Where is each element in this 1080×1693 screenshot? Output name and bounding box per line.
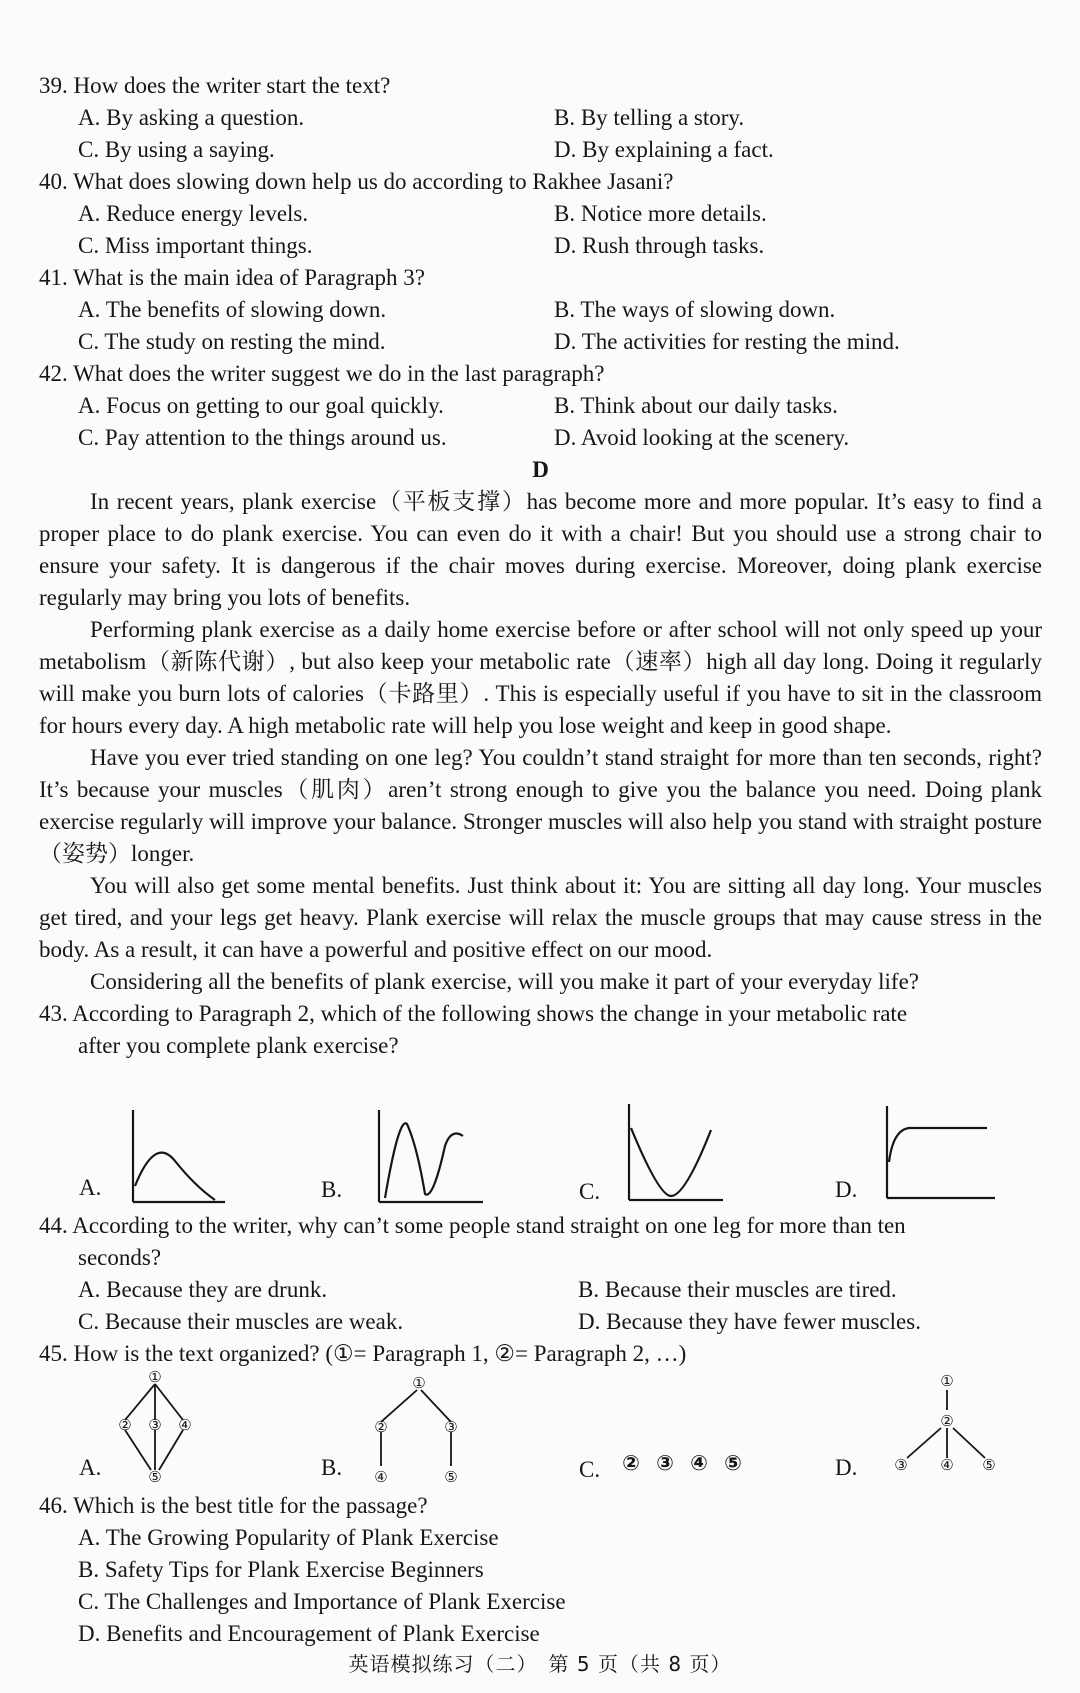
passage-paragraph-1: In recent years, plank exercise（平板支撑）has become more and more popular. It’s easy to find a proper place to do plank exercise. You can even do it with a chair! But you should use a strong chair to ensure your safety. It is dangerous if the chair moves during exercise. Moreover, doing plank exercise regularly may bring you lots of benefits.	[39, 489, 1042, 610]
q45-c-node-2: ②	[622, 1451, 640, 1475]
questions-44	[39, 1210, 1042, 1370]
q46-option-b[interactable]: B. Safety Tips for Plank Exercise Beginners	[78, 1557, 484, 1582]
question-46	[39, 1490, 1042, 1650]
q45-a-node-4: ④	[178, 1416, 192, 1434]
q43-graphs	[39, 1100, 1042, 1210]
q45-label-a[interactable]: A.	[79, 1455, 102, 1480]
q39-option-a[interactable]: A. By asking a question.	[78, 105, 305, 130]
q40-stem: 40. What does slowing down help us do according to Rakhee Jasani?	[39, 169, 674, 194]
q43-graph-b[interactable]	[371, 1106, 491, 1206]
q40-option-b[interactable]: B. Notice more details.	[554, 201, 767, 226]
q39-option-d[interactable]: D. By explaining a fact.	[554, 137, 774, 162]
q45-c-node-4: ④	[690, 1451, 708, 1475]
q46-stem: 46. Which is the best title for the passage?	[39, 1493, 428, 1518]
q45-label-b[interactable]: B.	[321, 1455, 343, 1480]
q45-d-node-2: ②	[940, 1412, 954, 1430]
passage-paragraph-4: You will also get some mental benefits. Just think about it: You are sitting all day long. Your muscles get tired, and your legs get heavy. Plank exercise will relax the muscle groups that may cause stress in the body. As a result, it can have a powerful and positive effect on our mood.	[39, 873, 1042, 962]
q45-b-node-3: ③	[444, 1418, 458, 1436]
q43-graph-d[interactable]	[879, 1100, 999, 1202]
q41-option-d[interactable]: D. The activities for resting the mind.	[554, 329, 900, 354]
q44-option-d[interactable]: D. Because they have fewer muscles.	[578, 1309, 921, 1334]
q45-d-node-3: ③	[894, 1456, 908, 1474]
q45-a-node-3: ③	[148, 1416, 162, 1434]
q45-b-node-2: ②	[374, 1418, 388, 1436]
q42-option-b[interactable]: B. Think about our daily tasks.	[554, 393, 838, 418]
q40-option-a[interactable]: A. Reduce energy levels.	[78, 201, 309, 226]
q44-option-c[interactable]: C. Because their muscles are weak.	[78, 1309, 404, 1334]
q45-d-node-4: ④	[940, 1456, 954, 1474]
q45-stem: 45. How is the text organized? (①= Paragraph 1, ②= Paragraph 2, …)	[39, 1341, 687, 1366]
q43-graph-a[interactable]	[125, 1106, 235, 1206]
q45-a-node-2: ②	[118, 1416, 132, 1434]
q39-stem: 39. How does the writer start the text?	[39, 73, 391, 98]
q45-diagram-b[interactable]	[357, 1370, 487, 1490]
q45-label-c[interactable]: C.	[579, 1457, 601, 1482]
page-footer: 英语模拟练习（二） 第 5 页（共 8 页）	[348, 1652, 732, 1676]
q46-options	[39, 1522, 1042, 1650]
q39-options	[39, 102, 1042, 166]
q43-graph-c[interactable]	[619, 1100, 729, 1204]
passage-paragraph-5: Considering all the benefits of plank exercise, will you make it part of your everyday life?	[90, 969, 920, 994]
q45-b-node-5: ⑤	[444, 1468, 458, 1486]
q46-option-c[interactable]: C. The Challenges and Importance of Plank Exercise	[78, 1589, 566, 1614]
q39-option-b[interactable]: B. By telling a story.	[554, 105, 745, 130]
q45-d-node-1: ①	[940, 1372, 954, 1390]
q44-stem-continued: seconds?	[78, 1245, 162, 1270]
q43-stem: 43. According to Paragraph 2, which of the following shows the change in your metabolic rate	[39, 1001, 908, 1026]
q40-option-c[interactable]: C. Miss important things.	[78, 233, 313, 258]
q45-diagrams	[39, 1370, 1042, 1490]
q40-options	[39, 198, 1042, 262]
q45-a-node-5: ⑤	[148, 1468, 162, 1486]
q43-label-a[interactable]: A.	[79, 1175, 102, 1200]
section-letter: D	[532, 457, 549, 482]
q43-graph-d-curve	[889, 1128, 987, 1162]
q45-b-node-4: ④	[374, 1468, 388, 1486]
q45-c-node-3: ③	[656, 1451, 674, 1475]
q44-options	[39, 1274, 1042, 1338]
q42-stem: 42. What does the writer suggest we do in the last paragraph?	[39, 361, 605, 386]
q45-d-node-5: ⑤	[982, 1456, 996, 1474]
q43-stem-continued: after you complete plank exercise?	[78, 1033, 399, 1058]
q43-graph-a-curve	[135, 1153, 215, 1200]
q45-diagram-c[interactable]	[615, 1440, 765, 1480]
q44-option-b[interactable]: B. Because their muscles are tired.	[578, 1277, 897, 1302]
passage-paragraph-3: Have you ever tried standing on one leg? You couldn’t stand straight for more than ten seconds, right? It’s because your muscles（肌肉）aren’t strong enough to give you the balance you need. Doing plank exercise regularly will improve your balance. Stronger muscles will also help you stand with straight posture（姿势）longer.	[39, 745, 1042, 866]
q43-label-d[interactable]: D.	[835, 1177, 858, 1202]
q46-option-a[interactable]: A. The Growing Popularity of Plank Exercise	[78, 1525, 499, 1550]
q43-label-c[interactable]: C.	[579, 1179, 601, 1204]
q46-option-d[interactable]: D. Benefits and Encouragement of Plank Exercise	[78, 1621, 540, 1646]
q45-b-node-1: ①	[412, 1374, 426, 1392]
q41-option-c[interactable]: C. The study on resting the mind.	[78, 329, 386, 354]
section-d	[39, 454, 1042, 1062]
q45-diagram-d[interactable]	[875, 1370, 1025, 1490]
q41-stem: 41. What is the main idea of Paragraph 3?	[39, 265, 425, 290]
q40-option-d[interactable]: D. Rush through tasks.	[554, 233, 765, 258]
q42-option-d[interactable]: D. Avoid looking at the scenery.	[554, 425, 850, 450]
q39-option-c[interactable]: C. By using a saying.	[78, 137, 275, 162]
q42-options	[39, 390, 1042, 454]
q41-option-a[interactable]: A. The benefits of slowing down.	[78, 297, 387, 322]
q45-a-node-1: ①	[148, 1370, 162, 1386]
passage-paragraph-2: Performing plank exercise as a daily home exercise before or after school will not only speed up your metabolism（新陈代谢）, but also keep your metabolic rate（速率）high all day long. Doing it regularly will make you burn lots of calories（卡路里）. This is especially useful if you have to sit in the classroom for hours every day. A high metabolic rate will help you lose weight and keep in good shape.	[39, 617, 1042, 738]
q41-options	[39, 294, 1042, 358]
q44-stem: 44. According to the writer, why can’t some people stand straight on one leg for more than ten	[39, 1213, 906, 1238]
q45-diagram-a[interactable]	[109, 1370, 239, 1490]
q41-option-b[interactable]: B. The ways of slowing down.	[554, 297, 836, 322]
q43-graph-c-curve	[631, 1128, 711, 1196]
q44-option-a[interactable]: A. Because they are drunk.	[78, 1277, 328, 1302]
q45-label-d[interactable]: D.	[835, 1455, 858, 1480]
questions-39-42	[39, 70, 1042, 454]
q42-option-a[interactable]: A. Focus on getting to our goal quickly.	[78, 393, 444, 418]
q43-label-b[interactable]: B.	[321, 1177, 343, 1202]
q42-option-c[interactable]: C. Pay attention to the things around us.	[78, 425, 447, 450]
q45-c-node-5: ⑤	[724, 1451, 742, 1475]
q43-graph-b-curve	[385, 1123, 463, 1198]
